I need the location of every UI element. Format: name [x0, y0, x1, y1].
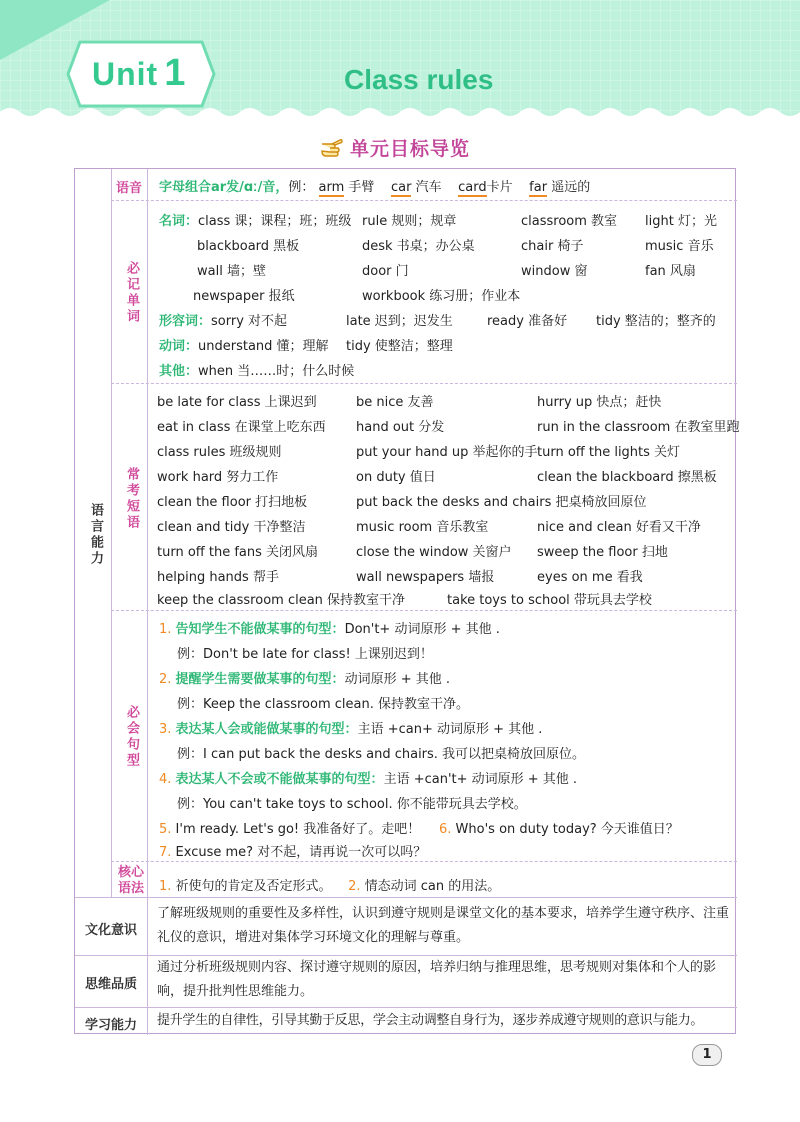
pattern-number: 5. [159, 822, 172, 837]
vocab-row [159, 310, 287, 329]
grammar-item: 情态动词 can 的用法。 [364, 879, 501, 894]
phrase-item: wall newspapers 墙报 [356, 570, 495, 585]
phonics-rule: 字母组合ar发/ɑː/音， [159, 180, 289, 195]
unit-label [92, 52, 186, 95]
divider [111, 200, 737, 201]
vocab-row [159, 335, 329, 354]
divider [75, 897, 737, 898]
divider [111, 169, 112, 897]
vocab-item: door 门 [362, 264, 409, 279]
divider [75, 1007, 737, 1008]
phrase-item: be late for class 上课迟到 [157, 395, 317, 410]
phrase-item: turn off the fans 关闭风扇 [157, 545, 319, 560]
vocab-item: class 课；课程；班；班级 [198, 214, 352, 229]
header-banner [0, 0, 800, 118]
label-must-remember-words: 必记单词 [124, 261, 139, 325]
pattern-rule: 动词原形 + 其他 . [344, 672, 450, 687]
noun-tag: 名词： [159, 214, 199, 229]
pattern-title: 告知学生不能做某事的句型： [175, 622, 345, 637]
pattern-example: 例：You can't take toys to school. 你不能带玩具去学校。 [177, 797, 527, 812]
pattern-number: 6. [439, 822, 452, 837]
grammar-number: 1. [159, 879, 172, 894]
thinking-text: 通过分析班级规则内容、探讨遵守规则的原因，培养归纳与推理思维，思考规则对集体和个人的影响，提升批判性思维能力。 [157, 960, 717, 999]
phonics-word: arm 手臂 [318, 180, 375, 195]
section-heading [320, 132, 470, 162]
unit-number: 1 [164, 52, 187, 94]
section-title: 单元目标导览 [350, 137, 471, 160]
pattern-number: 7. [159, 845, 172, 860]
pattern-number: 4. [159, 772, 172, 787]
phrase-item: work hard 努力工作 [157, 470, 279, 485]
phrase-item: be nice 友善 [356, 395, 434, 410]
verb-tag: 动词： [159, 339, 199, 354]
other-tag: 其他： [159, 364, 199, 379]
pattern-rule: 主语 +can+ 动词原形 + 其他 . [357, 722, 543, 737]
vocab-item: desk 书桌；办公桌 [362, 239, 475, 254]
phrase-item: clean and tidy 干净整洁 [157, 520, 306, 535]
unit-word: Unit [92, 56, 159, 92]
phrase-item: hand out 分发 [356, 420, 445, 435]
goals-table [74, 168, 740, 1034]
phrase-item: clean the blackboard 擦黑板 [537, 470, 717, 485]
pattern-number: 2. [159, 672, 172, 687]
vocab-item: workbook 练习册；作业本 [362, 289, 521, 304]
pattern-title: 表达某人不会或不能做某事的句型： [175, 772, 384, 787]
phrase-item: put back the desks and chairs 把桌椅放回原位 [356, 495, 647, 510]
label-language-ability: 语言能力 [88, 503, 103, 567]
vocab-item: tidy 使整洁；整理 [346, 339, 453, 354]
vocab-item: music 音乐 [645, 239, 714, 254]
culture-text: 了解班级规则的重要性及多样性，认识到遵守规则是课堂文化的基本要求，培养学生遵守秩序、注重礼仪的意识，增进对集体学习环境文化的理解与尊重。 [157, 906, 730, 945]
pattern-line [159, 841, 426, 860]
phrase-item: take toys to school 带玩具去学校 [447, 593, 652, 608]
page-number: 1 [692, 1044, 722, 1066]
pattern-number: 3. [159, 722, 172, 737]
phrase-item: eat in class 在课堂上吃东西 [157, 420, 326, 435]
pattern-number: 1. [159, 622, 172, 637]
pattern-line [159, 718, 542, 737]
grammar-line [159, 875, 500, 894]
vocab-item: when 当……时；什么时候 [198, 364, 355, 379]
page-title: Class rules [344, 64, 494, 95]
vocab-item: rule 规则；规章 [362, 214, 457, 229]
pattern-title: 提醒学生需要做某事的句型： [175, 672, 345, 687]
vocab-item: light 灯；光 [645, 214, 717, 229]
vocab-item: late 迟到；迟发生 [346, 314, 453, 329]
phrase-item: music room 音乐教室 [356, 520, 489, 535]
pattern-line [439, 818, 679, 837]
vocab-item: tidy 整洁的；整齐的 [596, 314, 716, 329]
label-learning: 学习能力 [84, 1018, 137, 1033]
phrase-item: run in the classroom 在教室里跑 [537, 420, 740, 435]
pattern-example: 例：I can put back the desks and chairs. 我可以把桌椅放回原位。 [177, 747, 586, 762]
phonics-word: car 汽车 [390, 180, 442, 195]
phrase-item: hurry up 快点；赶快 [537, 395, 662, 410]
vocab-item: wall 墙；壁 [197, 264, 266, 279]
vocab-item: blackboard 黑板 [197, 239, 300, 254]
pattern-line [159, 768, 577, 787]
vocab-item: fan 风扇 [645, 264, 696, 279]
pattern-rule: Don't+ 动词原形 + 其他 . [344, 622, 500, 637]
pattern-title: 表达某人会或能做某事的句型： [175, 722, 358, 737]
vocab-item: classroom 教室 [521, 214, 618, 229]
divider [111, 861, 737, 862]
pattern-example: 例：Keep the classroom clean. 保持教室干净。 [177, 697, 469, 712]
phonics-word: far 遥远的 [529, 180, 591, 195]
phrase-item: turn off the lights 关灯 [537, 445, 681, 460]
phrase-item: nice and clean 好看又干净 [537, 520, 701, 535]
pattern-line [159, 818, 420, 837]
divider [111, 610, 737, 611]
phrase-item: class rules 班级规则 [157, 445, 282, 460]
phonics-word: card卡片 [458, 180, 513, 195]
learning-text: 提升学生的自律性，引导其勤于反思，学会主动调整自身行为，逐步养成遵守规则的意识与能力。 [157, 1013, 704, 1028]
phrase-item: keep the classroom clean 保持教室干净 [157, 593, 406, 608]
pattern-sentence: I'm ready. Let's go! 我准备好了。走吧！ [175, 822, 421, 837]
label-thinking: 思维品质 [84, 977, 137, 992]
phonics-eg: 例： [288, 180, 315, 195]
phrase-item: clean the floor 打扫地板 [157, 495, 308, 510]
grammar-number: 2. [348, 879, 361, 894]
phrase-item: helping hands 帮手 [157, 570, 279, 585]
label-sentence-patterns: 必会句型 [124, 705, 139, 769]
vocab-item: newspaper 报纸 [193, 289, 295, 304]
vocab-item: understand 懂；理解 [198, 339, 329, 354]
pattern-sentence: Who's on duty today? 今天谁值日？ [455, 822, 679, 837]
divider [111, 383, 737, 384]
divider [147, 169, 148, 1035]
vocab-item: window 窗 [521, 264, 588, 279]
phrase-item: close the window 关窗户 [356, 545, 512, 560]
adj-tag: 形容词： [159, 314, 212, 329]
pattern-line [159, 668, 450, 687]
pattern-sentence: Excuse me? 对不起，请再说一次可以吗？ [175, 845, 427, 860]
phrase-item: eyes on me 看我 [537, 570, 643, 585]
vocab-item: sorry 对不起 [211, 314, 288, 329]
label-culture: 文化意识 [84, 923, 137, 938]
grammar-item: 祈使句的肯定及否定形式。 [175, 879, 332, 894]
phrase-item: put your hand up 举起你的手 [356, 445, 538, 460]
phrase-item: on duty 值日 [356, 470, 436, 485]
label-common-phrases: 常考短语 [124, 467, 139, 531]
pattern-rule: 主语 +can't+ 动词原形 + 其他 . [383, 772, 578, 787]
vocab-row [159, 210, 351, 229]
label-core-grammar: 核心语法 [117, 865, 144, 896]
vocab-item: chair 椅子 [521, 239, 584, 254]
phonics-line [159, 176, 590, 195]
vocab-item: ready 准备好 [487, 314, 568, 329]
pattern-line [159, 618, 500, 637]
pointing-hand-icon [320, 136, 344, 158]
pattern-example: 例：Don't be late for class! 上课别迟到！ [177, 647, 433, 662]
vocab-row [159, 360, 354, 379]
phrase-item: sweep the floor 扫地 [537, 545, 668, 560]
label-phonics: 语音 [115, 181, 142, 196]
